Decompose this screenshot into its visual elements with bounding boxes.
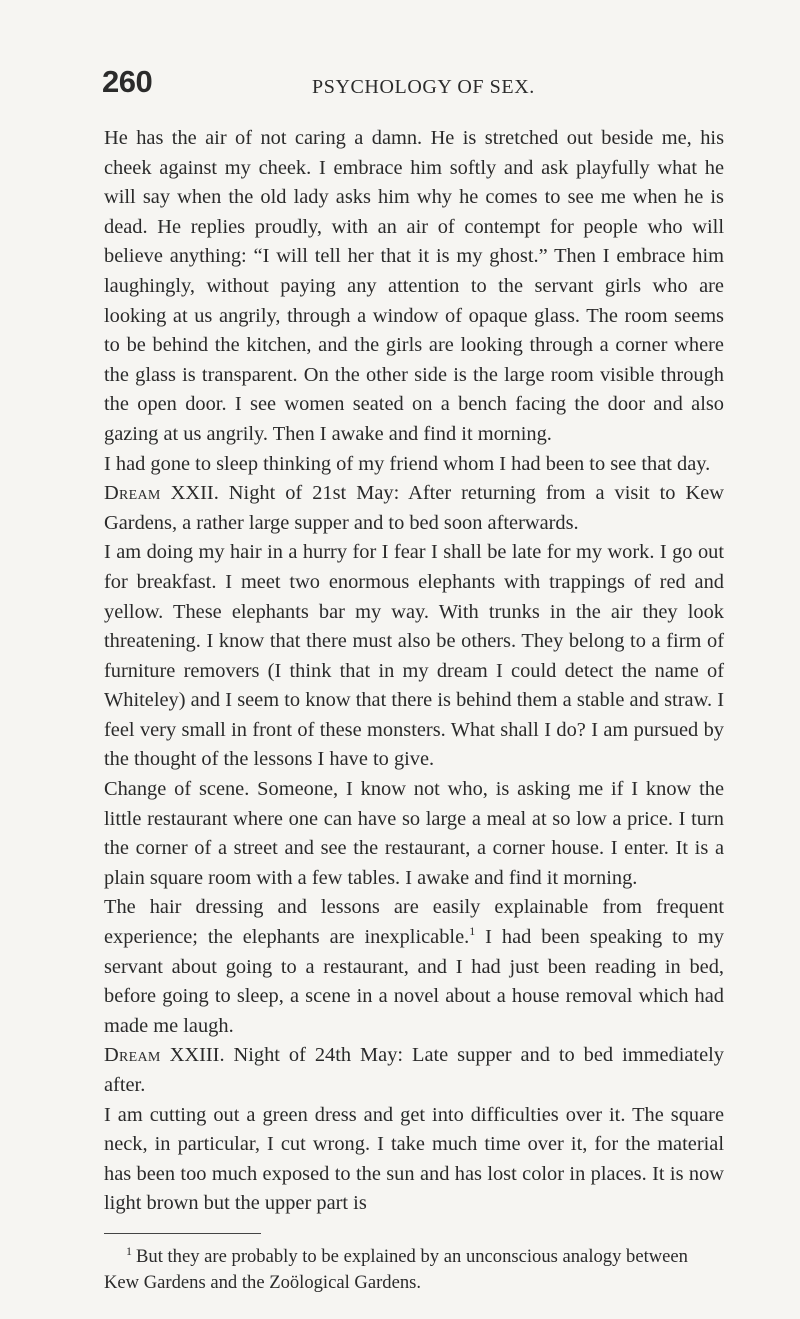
- paragraph: I am doing my hair in a hurry for I fear I shall be late for my work. I go out for breakfast. I meet two enormous elephants with trappings of red and yellow. These elephants bar my way. With trunks in the air they look threatening. I know that there must also be others. They belong to a firm of furniture removers (I think that in my dream I could detect the name of Whiteley) and I seem to know that there is behind them a stable and straw. I feel very small in front of these monsters. What shall I do? I am pursued by the thought of the lessons I have to give.: [104, 541, 724, 771]
- paragraph: The hair dressing and lessons are easily explainable from frequent experience; the elephants are inexplicable.$^1$ I had been speaking to my servant about going to a restaurant, and I had just been reading in bed, before going to sleep, a scene in a novel about a house removal which had made me laugh.: [104, 896, 724, 1037]
- paragraph: He has the air of not caring a damn. He is stretched out beside me, his cheek against my cheek. I embrace him softly and ask playfully what he will say when the old lady asks him why he comes to see me when he is dead. He replies proudly, with an air of contempt for people who will believe anything: “I will tell her that it is my ghost.” Then I embrace him laughingly, without paying any attention to the servant girls who are looking at us angrily, through a window of opaque glass. The room seems to be behind the kitchen, and the girls are looking through a corner where the glass is transparent. On the other side is the large room visible through the open door. I see women seated on a bench facing the door and also gazing at us angrily. Then I awake and find it morning.: [104, 127, 724, 445]
- dream-label: Dream: [104, 1044, 161, 1067]
- paragraph-dream-xxiii: Dream XXIII. Night of 24th May: Late supper and to bed immediately after.: [104, 1044, 724, 1096]
- footnote-reference: 1: [469, 924, 476, 939]
- paragraph: I had gone to sleep thinking of my friend whom I had been to see that day.: [104, 452, 711, 475]
- paragraph-dream-xxii: Dream XXII. Night of 21st May: After returning from a visit to Kew Gardens, a rather large supper and to bed soon afterwards.: [104, 482, 724, 534]
- paragraph: Change of scene. Someone, I know not who, is asking me if I know the little restaurant where one can have so large a meal at so low a price. I turn the corner of a street and see the restaurant, a corner house. I enter. It is a plain square room with a few tables. I awake and find it morning.: [104, 778, 724, 889]
- footnote-mark: 1: [126, 1243, 132, 1258]
- footnote-text: But they are probably to be explained by an unconscious analogy between Kew Gardens and the Zoölogical Gardens.: [104, 1245, 688, 1293]
- footnote: [104, 1244, 724, 1296]
- page-number: 260: [102, 64, 153, 99]
- dream-label: Dream: [104, 482, 161, 505]
- page-header: [104, 64, 724, 104]
- book-page: [104, 64, 724, 1296]
- body-text: [104, 124, 724, 1219]
- running-head: PSYCHOLOGY OF SEX.: [312, 76, 535, 98]
- footnote-divider: [104, 1233, 261, 1234]
- paragraph: I am cutting out a green dress and get into difficulties over it. The square neck, in particular, I cut wrong. I take much time over it, for the material has been too much exposed to the sun and has lost color in places. It is now light brown but the upper part is: [104, 1103, 724, 1215]
